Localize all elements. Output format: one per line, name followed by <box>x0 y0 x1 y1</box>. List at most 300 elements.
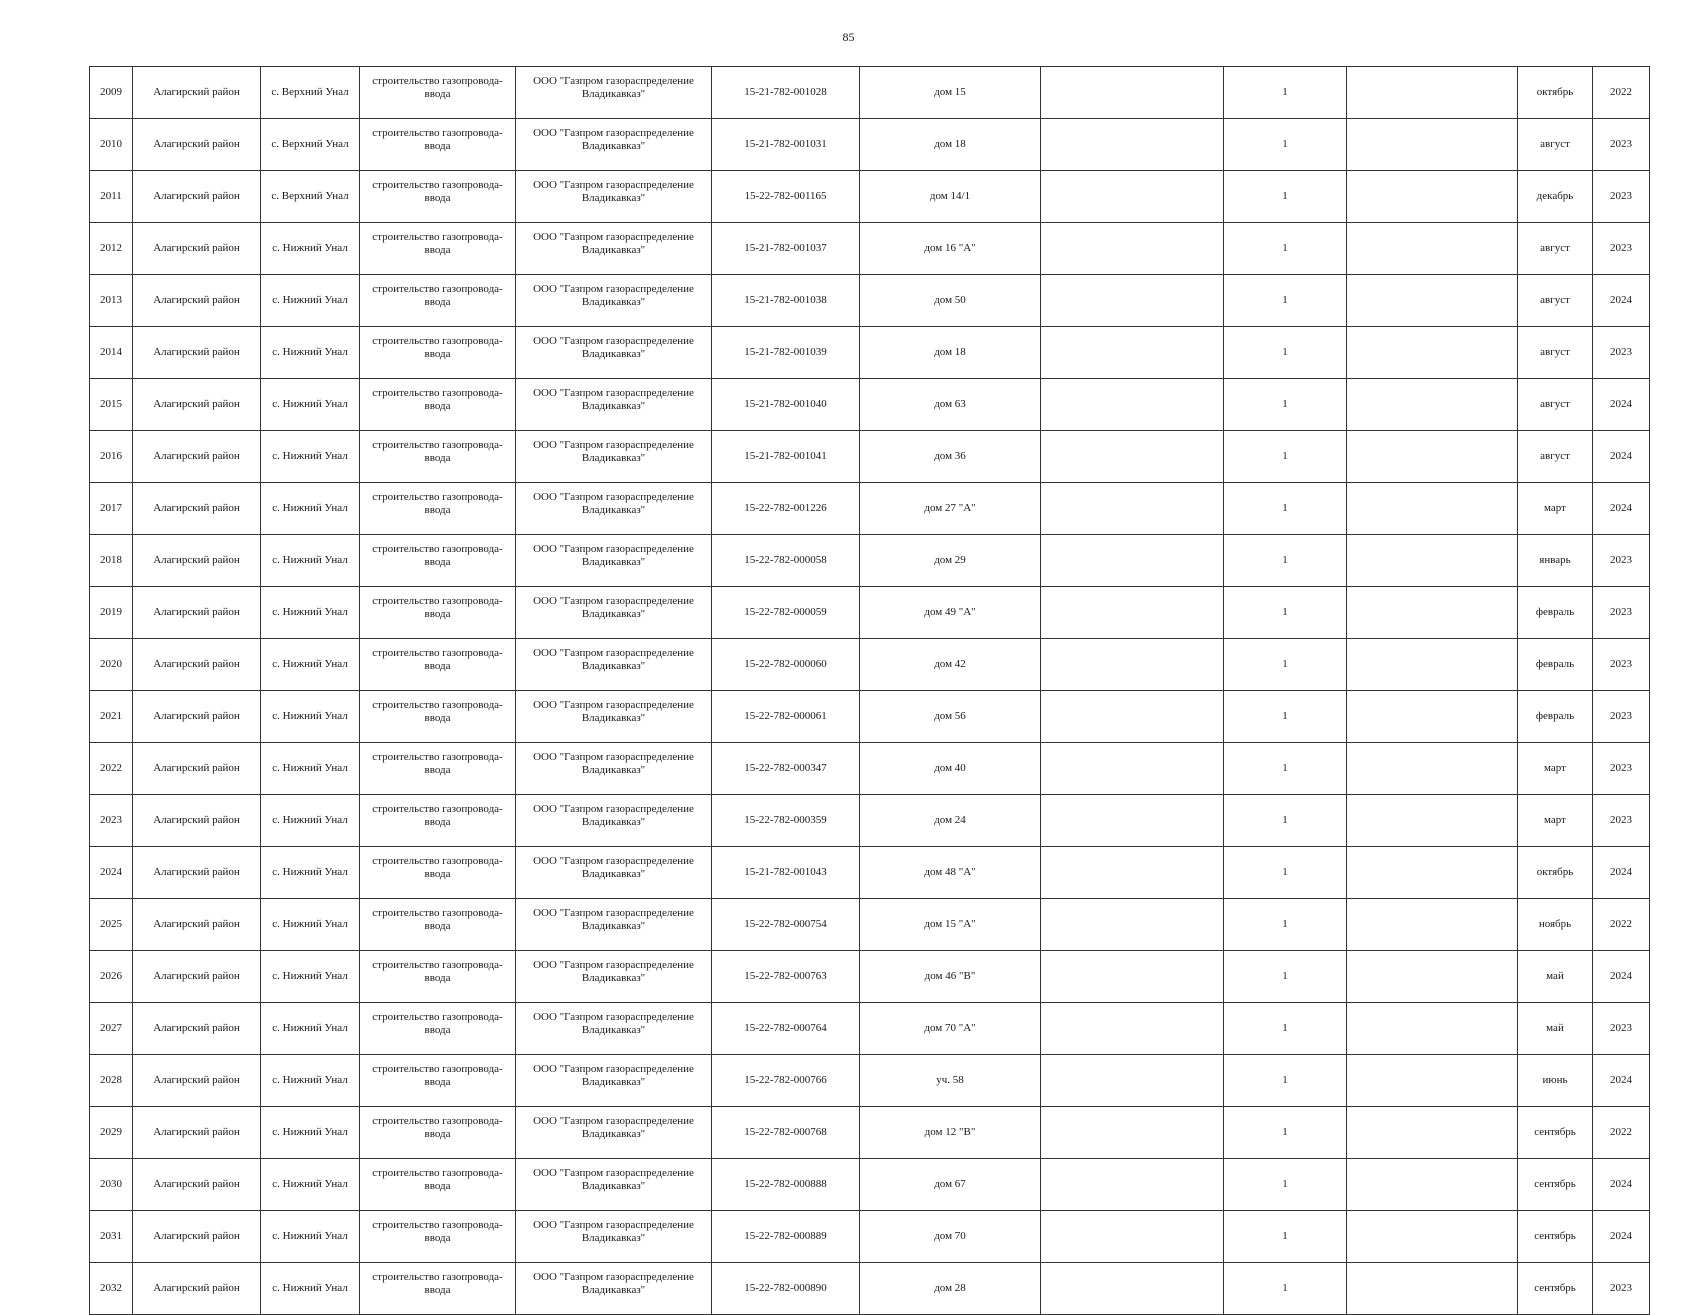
row-number-cell: 2024 <box>90 847 133 899</box>
address-cell: дом 63 <box>860 379 1041 431</box>
row-number-cell: 2018 <box>90 535 133 587</box>
empty-cell <box>1041 535 1224 587</box>
organization-cell: ООО "Газпром газораспределение Владикавказ" <box>516 67 712 119</box>
locality-cell: с. Нижний Унал <box>261 795 360 847</box>
count-cell: 1 <box>1224 223 1347 275</box>
work-type-cell: строительство газопровода-ввода <box>360 795 516 847</box>
district-cell: Алагирский район <box>133 743 261 795</box>
empty-cell <box>1347 171 1518 223</box>
object-code-cell: 15-22-782-000766 <box>712 1055 860 1107</box>
year-cell: 2024 <box>1593 951 1650 1003</box>
month-cell: декабрь <box>1518 171 1593 223</box>
address-cell: дом 15 <box>860 67 1041 119</box>
object-code-cell: 15-22-782-000889 <box>712 1211 860 1263</box>
month-cell: сентябрь <box>1518 1159 1593 1211</box>
organization-cell: ООО "Газпром газораспределение Владикавказ" <box>516 691 712 743</box>
count-cell: 1 <box>1224 1003 1347 1055</box>
district-cell: Алагирский район <box>133 639 261 691</box>
work-type-cell: строительство газопровода-ввода <box>360 483 516 535</box>
organization-cell: ООО "Газпром газораспределение Владикавказ" <box>516 1263 712 1315</box>
year-cell: 2023 <box>1593 639 1650 691</box>
year-cell: 2023 <box>1593 327 1650 379</box>
count-cell: 1 <box>1224 431 1347 483</box>
empty-cell <box>1041 1003 1224 1055</box>
empty-cell <box>1347 951 1518 1003</box>
object-code-cell: 15-22-782-000061 <box>712 691 860 743</box>
year-cell: 2024 <box>1593 847 1650 899</box>
organization-cell: ООО "Газпром газораспределение Владикавказ" <box>516 171 712 223</box>
table-row <box>90 1055 1650 1107</box>
empty-cell <box>1041 795 1224 847</box>
locality-cell: с. Нижний Унал <box>261 691 360 743</box>
organization-cell: ООО "Газпром газораспределение Владикавказ" <box>516 899 712 951</box>
address-cell: дом 28 <box>860 1263 1041 1315</box>
empty-cell <box>1347 379 1518 431</box>
table-row <box>90 1263 1650 1315</box>
table-row <box>90 327 1650 379</box>
address-cell: дом 70 "А" <box>860 1003 1041 1055</box>
row-number-cell: 2032 <box>90 1263 133 1315</box>
address-cell: дом 40 <box>860 743 1041 795</box>
year-cell: 2023 <box>1593 795 1650 847</box>
count-cell: 1 <box>1224 899 1347 951</box>
locality-cell: с. Верхний Унал <box>261 171 360 223</box>
count-cell: 1 <box>1224 1055 1347 1107</box>
count-cell: 1 <box>1224 327 1347 379</box>
empty-cell <box>1041 1263 1224 1315</box>
empty-cell <box>1347 223 1518 275</box>
address-cell: дом 56 <box>860 691 1041 743</box>
count-cell: 1 <box>1224 483 1347 535</box>
table-row <box>90 535 1650 587</box>
month-cell: май <box>1518 951 1593 1003</box>
count-cell: 1 <box>1224 847 1347 899</box>
year-cell: 2023 <box>1593 691 1650 743</box>
year-cell: 2022 <box>1593 899 1650 951</box>
count-cell: 1 <box>1224 743 1347 795</box>
work-type-cell: строительство газопровода-ввода <box>360 1159 516 1211</box>
organization-cell: ООО "Газпром газораспределение Владикавказ" <box>516 483 712 535</box>
work-type-cell: строительство газопровода-ввода <box>360 171 516 223</box>
district-cell: Алагирский район <box>133 1211 261 1263</box>
district-cell: Алагирский район <box>133 1055 261 1107</box>
row-number-cell: 2025 <box>90 899 133 951</box>
empty-cell <box>1347 587 1518 639</box>
address-cell: дом 12 "В" <box>860 1107 1041 1159</box>
address-cell: дом 15 "А" <box>860 899 1041 951</box>
organization-cell: ООО "Газпром газораспределение Владикавказ" <box>516 1211 712 1263</box>
row-number-cell: 2029 <box>90 1107 133 1159</box>
organization-cell: ООО "Газпром газораспределение Владикавказ" <box>516 743 712 795</box>
empty-cell <box>1347 743 1518 795</box>
year-cell: 2024 <box>1593 1159 1650 1211</box>
empty-cell <box>1041 119 1224 171</box>
month-cell: сентябрь <box>1518 1211 1593 1263</box>
locality-cell: с. Нижний Унал <box>261 327 360 379</box>
year-cell: 2024 <box>1593 431 1650 483</box>
empty-cell <box>1347 1263 1518 1315</box>
row-number-cell: 2016 <box>90 431 133 483</box>
registry-table-body <box>90 67 1650 1315</box>
empty-cell <box>1347 639 1518 691</box>
work-type-cell: строительство газопровода-ввода <box>360 431 516 483</box>
organization-cell: ООО "Газпром газораспределение Владикавказ" <box>516 119 712 171</box>
locality-cell: с. Нижний Унал <box>261 587 360 639</box>
locality-cell: с. Нижний Унал <box>261 1159 360 1211</box>
work-type-cell: строительство газопровода-ввода <box>360 67 516 119</box>
object-code-cell: 15-21-782-001038 <box>712 275 860 327</box>
object-code-cell: 15-21-782-001039 <box>712 327 860 379</box>
empty-cell <box>1347 899 1518 951</box>
work-type-cell: строительство газопровода-ввода <box>360 743 516 795</box>
row-number-cell: 2017 <box>90 483 133 535</box>
count-cell: 1 <box>1224 587 1347 639</box>
organization-cell: ООО "Газпром газораспределение Владикавказ" <box>516 951 712 1003</box>
month-cell: август <box>1518 327 1593 379</box>
table-row <box>90 171 1650 223</box>
empty-cell <box>1041 379 1224 431</box>
month-cell: август <box>1518 431 1593 483</box>
empty-cell <box>1347 795 1518 847</box>
empty-cell <box>1041 223 1224 275</box>
object-code-cell: 15-22-782-000059 <box>712 587 860 639</box>
year-cell: 2023 <box>1593 171 1650 223</box>
organization-cell: ООО "Газпром газораспределение Владикавказ" <box>516 639 712 691</box>
district-cell: Алагирский район <box>133 1263 261 1315</box>
count-cell: 1 <box>1224 795 1347 847</box>
district-cell: Алагирский район <box>133 951 261 1003</box>
year-cell: 2024 <box>1593 1211 1650 1263</box>
district-cell: Алагирский район <box>133 275 261 327</box>
row-number-cell: 2020 <box>90 639 133 691</box>
empty-cell <box>1041 847 1224 899</box>
locality-cell: с. Нижний Унал <box>261 847 360 899</box>
organization-cell: ООО "Газпром газораспределение Владикавказ" <box>516 1107 712 1159</box>
object-code-cell: 15-22-782-000060 <box>712 639 860 691</box>
empty-cell <box>1347 1211 1518 1263</box>
table-row <box>90 587 1650 639</box>
empty-cell <box>1347 847 1518 899</box>
work-type-cell: строительство газопровода-ввода <box>360 847 516 899</box>
district-cell: Алагирский район <box>133 67 261 119</box>
locality-cell: с. Нижний Унал <box>261 1055 360 1107</box>
address-cell: дом 48 "А" <box>860 847 1041 899</box>
address-cell: дом 24 <box>860 795 1041 847</box>
district-cell: Алагирский район <box>133 1003 261 1055</box>
month-cell: август <box>1518 379 1593 431</box>
count-cell: 1 <box>1224 275 1347 327</box>
month-cell: август <box>1518 275 1593 327</box>
object-code-cell: 15-22-782-001165 <box>712 171 860 223</box>
locality-cell: с. Нижний Унал <box>261 483 360 535</box>
district-cell: Алагирский район <box>133 847 261 899</box>
empty-cell <box>1347 691 1518 743</box>
district-cell: Алагирский район <box>133 795 261 847</box>
locality-cell: с. Нижний Унал <box>261 379 360 431</box>
object-code-cell: 15-22-782-000890 <box>712 1263 860 1315</box>
empty-cell <box>1347 431 1518 483</box>
table-row <box>90 1211 1650 1263</box>
empty-cell <box>1347 119 1518 171</box>
locality-cell: с. Нижний Унал <box>261 223 360 275</box>
object-code-cell: 15-21-782-001041 <box>712 431 860 483</box>
district-cell: Алагирский район <box>133 1159 261 1211</box>
row-number-cell: 2030 <box>90 1159 133 1211</box>
month-cell: сентябрь <box>1518 1263 1593 1315</box>
district-cell: Алагирский район <box>133 431 261 483</box>
row-number-cell: 2015 <box>90 379 133 431</box>
table-row <box>90 639 1650 691</box>
year-cell: 2024 <box>1593 379 1650 431</box>
empty-cell <box>1041 691 1224 743</box>
month-cell: октябрь <box>1518 67 1593 119</box>
row-number-cell: 2031 <box>90 1211 133 1263</box>
empty-cell <box>1041 1055 1224 1107</box>
count-cell: 1 <box>1224 379 1347 431</box>
month-cell: май <box>1518 1003 1593 1055</box>
address-cell: дом 70 <box>860 1211 1041 1263</box>
month-cell: февраль <box>1518 639 1593 691</box>
year-cell: 2023 <box>1593 119 1650 171</box>
table-row <box>90 743 1650 795</box>
month-cell: март <box>1518 483 1593 535</box>
count-cell: 1 <box>1224 951 1347 1003</box>
month-cell: март <box>1518 743 1593 795</box>
table-row <box>90 223 1650 275</box>
object-code-cell: 15-22-782-000754 <box>712 899 860 951</box>
empty-cell <box>1347 1055 1518 1107</box>
object-code-cell: 15-21-782-001031 <box>712 119 860 171</box>
organization-cell: ООО "Газпром газораспределение Владикавказ" <box>516 535 712 587</box>
organization-cell: ООО "Газпром газораспределение Владикавказ" <box>516 587 712 639</box>
row-number-cell: 2028 <box>90 1055 133 1107</box>
object-code-cell: 15-22-782-000764 <box>712 1003 860 1055</box>
year-cell: 2023 <box>1593 535 1650 587</box>
object-code-cell: 15-22-782-000058 <box>712 535 860 587</box>
locality-cell: с. Нижний Унал <box>261 1003 360 1055</box>
year-cell: 2024 <box>1593 275 1650 327</box>
empty-cell <box>1041 639 1224 691</box>
row-number-cell: 2013 <box>90 275 133 327</box>
work-type-cell: строительство газопровода-ввода <box>360 223 516 275</box>
table-row <box>90 1159 1650 1211</box>
empty-cell <box>1347 535 1518 587</box>
organization-cell: ООО "Газпром газораспределение Владикавказ" <box>516 1055 712 1107</box>
district-cell: Алагирский район <box>133 535 261 587</box>
count-cell: 1 <box>1224 1211 1347 1263</box>
locality-cell: с. Нижний Унал <box>261 1107 360 1159</box>
table-row <box>90 847 1650 899</box>
row-number-cell: 2019 <box>90 587 133 639</box>
work-type-cell: строительство газопровода-ввода <box>360 119 516 171</box>
row-number-cell: 2026 <box>90 951 133 1003</box>
district-cell: Алагирский район <box>133 223 261 275</box>
locality-cell: с. Нижний Унал <box>261 275 360 327</box>
object-code-cell: 15-22-782-000359 <box>712 795 860 847</box>
table-row <box>90 431 1650 483</box>
empty-cell <box>1041 171 1224 223</box>
organization-cell: ООО "Газпром газораспределение Владикавказ" <box>516 795 712 847</box>
object-code-cell: 15-21-782-001043 <box>712 847 860 899</box>
row-number-cell: 2022 <box>90 743 133 795</box>
organization-cell: ООО "Газпром газораспределение Владикавказ" <box>516 1003 712 1055</box>
address-cell: дом 49 "А" <box>860 587 1041 639</box>
object-code-cell: 15-21-782-001040 <box>712 379 860 431</box>
year-cell: 2022 <box>1593 1107 1650 1159</box>
district-cell: Алагирский район <box>133 379 261 431</box>
object-code-cell: 15-21-782-001037 <box>712 223 860 275</box>
address-cell: дом 46 "В" <box>860 951 1041 1003</box>
count-cell: 1 <box>1224 1107 1347 1159</box>
empty-cell <box>1041 431 1224 483</box>
year-cell: 2023 <box>1593 743 1650 795</box>
year-cell: 2023 <box>1593 1263 1650 1315</box>
month-cell: август <box>1518 119 1593 171</box>
empty-cell <box>1041 67 1224 119</box>
year-cell: 2024 <box>1593 483 1650 535</box>
locality-cell: с. Нижний Унал <box>261 535 360 587</box>
month-cell: январь <box>1518 535 1593 587</box>
object-code-cell: 15-22-782-000888 <box>712 1159 860 1211</box>
address-cell: дом 14/1 <box>860 171 1041 223</box>
object-code-cell: 15-22-782-001226 <box>712 483 860 535</box>
row-number-cell: 2023 <box>90 795 133 847</box>
work-type-cell: строительство газопровода-ввода <box>360 639 516 691</box>
work-type-cell: строительство газопровода-ввода <box>360 587 516 639</box>
empty-cell <box>1041 587 1224 639</box>
year-cell: 2024 <box>1593 1055 1650 1107</box>
address-cell: дом 36 <box>860 431 1041 483</box>
locality-cell: с. Нижний Унал <box>261 639 360 691</box>
district-cell: Алагирский район <box>133 119 261 171</box>
empty-cell <box>1347 1003 1518 1055</box>
table-row <box>90 795 1650 847</box>
work-type-cell: строительство газопровода-ввода <box>360 1107 516 1159</box>
organization-cell: ООО "Газпром газораспределение Владикавказ" <box>516 223 712 275</box>
table-row <box>90 691 1650 743</box>
table-row <box>90 1003 1650 1055</box>
address-cell: дом 18 <box>860 119 1041 171</box>
count-cell: 1 <box>1224 171 1347 223</box>
work-type-cell: строительство газопровода-ввода <box>360 691 516 743</box>
district-cell: Алагирский район <box>133 587 261 639</box>
district-cell: Алагирский район <box>133 691 261 743</box>
empty-cell <box>1041 275 1224 327</box>
district-cell: Алагирский район <box>133 1107 261 1159</box>
table-row <box>90 67 1650 119</box>
empty-cell <box>1041 951 1224 1003</box>
table-row <box>90 899 1650 951</box>
district-cell: Алагирский район <box>133 171 261 223</box>
locality-cell: с. Нижний Унал <box>261 431 360 483</box>
locality-cell: с. Нижний Унал <box>261 1263 360 1315</box>
work-type-cell: строительство газопровода-ввода <box>360 1263 516 1315</box>
empty-cell <box>1347 275 1518 327</box>
work-type-cell: строительство газопровода-ввода <box>360 1055 516 1107</box>
count-cell: 1 <box>1224 67 1347 119</box>
locality-cell: с. Нижний Унал <box>261 899 360 951</box>
empty-cell <box>1347 1159 1518 1211</box>
address-cell: дом 27 "А" <box>860 483 1041 535</box>
locality-cell: с. Нижний Унал <box>261 951 360 1003</box>
row-number-cell: 2010 <box>90 119 133 171</box>
empty-cell <box>1347 67 1518 119</box>
month-cell: октябрь <box>1518 847 1593 899</box>
table-row <box>90 483 1650 535</box>
page-number: 85 <box>842 30 855 44</box>
row-number-cell: 2009 <box>90 67 133 119</box>
row-number-cell: 2012 <box>90 223 133 275</box>
empty-cell <box>1041 743 1224 795</box>
table-row <box>90 379 1650 431</box>
work-type-cell: строительство газопровода-ввода <box>360 379 516 431</box>
object-code-cell: 15-22-782-000763 <box>712 951 860 1003</box>
table-row <box>90 1107 1650 1159</box>
work-type-cell: строительство газопровода-ввода <box>360 275 516 327</box>
work-type-cell: строительство газопровода-ввода <box>360 1003 516 1055</box>
locality-cell: с. Нижний Унал <box>261 1211 360 1263</box>
organization-cell: ООО "Газпром газораспределение Владикавказ" <box>516 847 712 899</box>
object-code-cell: 15-22-782-000768 <box>712 1107 860 1159</box>
year-cell: 2023 <box>1593 1003 1650 1055</box>
row-number-cell: 2014 <box>90 327 133 379</box>
empty-cell <box>1347 327 1518 379</box>
organization-cell: ООО "Газпром газораспределение Владикавказ" <box>516 327 712 379</box>
organization-cell: ООО "Газпром газораспределение Владикавказ" <box>516 1159 712 1211</box>
empty-cell <box>1041 1211 1224 1263</box>
month-cell: февраль <box>1518 587 1593 639</box>
empty-cell <box>1041 327 1224 379</box>
year-cell: 2023 <box>1593 587 1650 639</box>
empty-cell <box>1041 899 1224 951</box>
address-cell: дом 42 <box>860 639 1041 691</box>
locality-cell: с. Нижний Унал <box>261 743 360 795</box>
organization-cell: ООО "Газпром газораспределение Владикавказ" <box>516 431 712 483</box>
gasification-registry-table <box>89 66 1650 1315</box>
empty-cell <box>1041 1107 1224 1159</box>
month-cell: август <box>1518 223 1593 275</box>
address-cell: дом 67 <box>860 1159 1041 1211</box>
address-cell: дом 29 <box>860 535 1041 587</box>
month-cell: февраль <box>1518 691 1593 743</box>
work-type-cell: строительство газопровода-ввода <box>360 535 516 587</box>
row-number-cell: 2021 <box>90 691 133 743</box>
address-cell: дом 18 <box>860 327 1041 379</box>
empty-cell <box>1041 1159 1224 1211</box>
month-cell: июнь <box>1518 1055 1593 1107</box>
count-cell: 1 <box>1224 639 1347 691</box>
work-type-cell: строительство газопровода-ввода <box>360 327 516 379</box>
month-cell: март <box>1518 795 1593 847</box>
count-cell: 1 <box>1224 1263 1347 1315</box>
year-cell: 2022 <box>1593 67 1650 119</box>
empty-cell <box>1347 483 1518 535</box>
object-code-cell: 15-21-782-001028 <box>712 67 860 119</box>
row-number-cell: 2011 <box>90 171 133 223</box>
table-row <box>90 275 1650 327</box>
count-cell: 1 <box>1224 691 1347 743</box>
address-cell: дом 50 <box>860 275 1041 327</box>
work-type-cell: строительство газопровода-ввода <box>360 1211 516 1263</box>
year-cell: 2023 <box>1593 223 1650 275</box>
work-type-cell: строительство газопровода-ввода <box>360 951 516 1003</box>
locality-cell: с. Верхний Унал <box>261 119 360 171</box>
table-row <box>90 119 1650 171</box>
locality-cell: с. Верхний Унал <box>261 67 360 119</box>
address-cell: дом 16 "А" <box>860 223 1041 275</box>
count-cell: 1 <box>1224 1159 1347 1211</box>
organization-cell: ООО "Газпром газораспределение Владикавказ" <box>516 379 712 431</box>
